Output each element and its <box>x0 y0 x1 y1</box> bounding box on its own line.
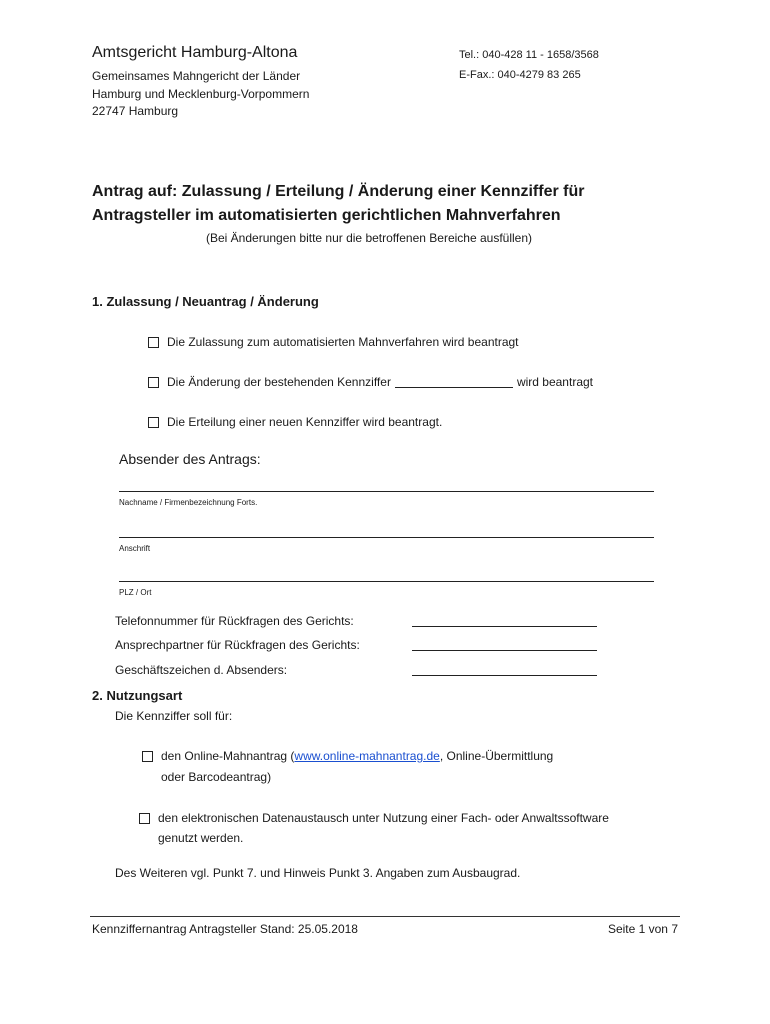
option-aenderung-label-before: Die Änderung der bestehenden Kennziffer <box>167 375 391 389</box>
address-line[interactable] <box>119 537 654 538</box>
name-caption: Nachname / Firmenbezeichnung Forts. <box>119 498 258 507</box>
form-title-line-2: Antragsteller im automatisierten gerichtlichen Mahnverfahren <box>92 207 561 224</box>
exchange-label-line-2: genutzt werden. <box>158 831 244 845</box>
checkbox-zulassung[interactable] <box>148 337 159 348</box>
option-aenderung-label-after: wird beantragt <box>516 375 593 389</box>
option-erteilung[interactable] <box>148 415 442 429</box>
court-line-3: 22747 Hamburg <box>92 104 179 118</box>
checkbox-aenderung[interactable] <box>148 377 159 388</box>
form-subtitle: (Bei Änderungen bitte nur die betroffenen Bereiche ausfüllen) <box>206 231 532 245</box>
exchange-label: den elektronischen Datenaustausch unter Nutzung einer Fach- oder Anwaltssoftware <box>158 811 609 825</box>
option-erteilung-label: Die Erteilung einer neuen Kennziffer wird beantragt. <box>167 415 443 429</box>
court-name: Amtsgericht Hamburg-Altona <box>92 44 298 61</box>
section-2-intro: Die Kennziffer soll für: <box>115 709 233 723</box>
section-1-heading: 1. Zulassung / Neuantrag / Änderung <box>92 294 319 309</box>
checkbox-online[interactable] <box>142 751 153 762</box>
option-aenderung[interactable] <box>148 375 593 389</box>
contact-field[interactable] <box>412 650 597 651</box>
name-line[interactable] <box>119 491 654 492</box>
address-caption: Anschrift <box>119 544 151 553</box>
option-online[interactable] <box>142 749 553 763</box>
online-mahnantrag-link[interactable]: www.online-mahnantrag.de <box>294 749 440 763</box>
option-zulassung[interactable] <box>148 335 519 349</box>
court-line-2: Hamburg und Mecklenburg-Vorpommern <box>92 87 310 101</box>
city-caption: PLZ / Ort <box>119 588 152 597</box>
reference-label: Geschäftszeichen d. Absenders: <box>115 663 288 677</box>
court-line-1: Gemeinsames Mahngericht der Länder <box>92 69 301 83</box>
online-label-line-2: oder Barcodeantrag) <box>161 770 272 784</box>
footer-divider <box>90 916 680 917</box>
kennziffer-blank[interactable] <box>395 377 513 388</box>
online-label-before: den Online-Mahnantrag ( <box>161 749 295 763</box>
form-title-line-1: Antrag auf: Zulassung / Erteilung / Änderung einer Kennziffer für <box>92 183 585 200</box>
option-exchange[interactable] <box>139 811 609 825</box>
court-phone: Tel.: 040-428 11 - 1658/3568 <box>459 49 599 61</box>
section-2-note: Des Weiteren vgl. Punkt 7. und Hinweis Punkt 3. Angaben zum Ausbaugrad. <box>115 866 521 880</box>
reference-field[interactable] <box>412 675 597 676</box>
contact-label: Ansprechpartner für Rückfragen des Gerichts: <box>115 638 360 652</box>
phone-field[interactable] <box>412 626 597 627</box>
checkbox-erteilung[interactable] <box>148 417 159 428</box>
footer-form-version: Kennziffernantrag Antragsteller Stand: 25.05.2018 <box>92 922 358 936</box>
footer-page-number: Seite 1 von 7 <box>607 922 678 936</box>
phone-label: Telefonnummer für Rückfragen des Gerichts: <box>115 614 354 628</box>
checkbox-exchange[interactable] <box>139 813 150 824</box>
online-label-after: , Online-Übermittlung <box>439 749 554 763</box>
option-zulassung-label: Die Zulassung zum automatisierten Mahnverfahren wird beantragt <box>167 335 519 349</box>
city-line[interactable] <box>119 581 654 582</box>
section-2-heading: 2. Nutzungsart <box>92 688 183 703</box>
sender-label: Absender des Antrags: <box>119 451 261 467</box>
court-fax: E-Fax.: 040-4279 83 265 <box>459 69 581 81</box>
